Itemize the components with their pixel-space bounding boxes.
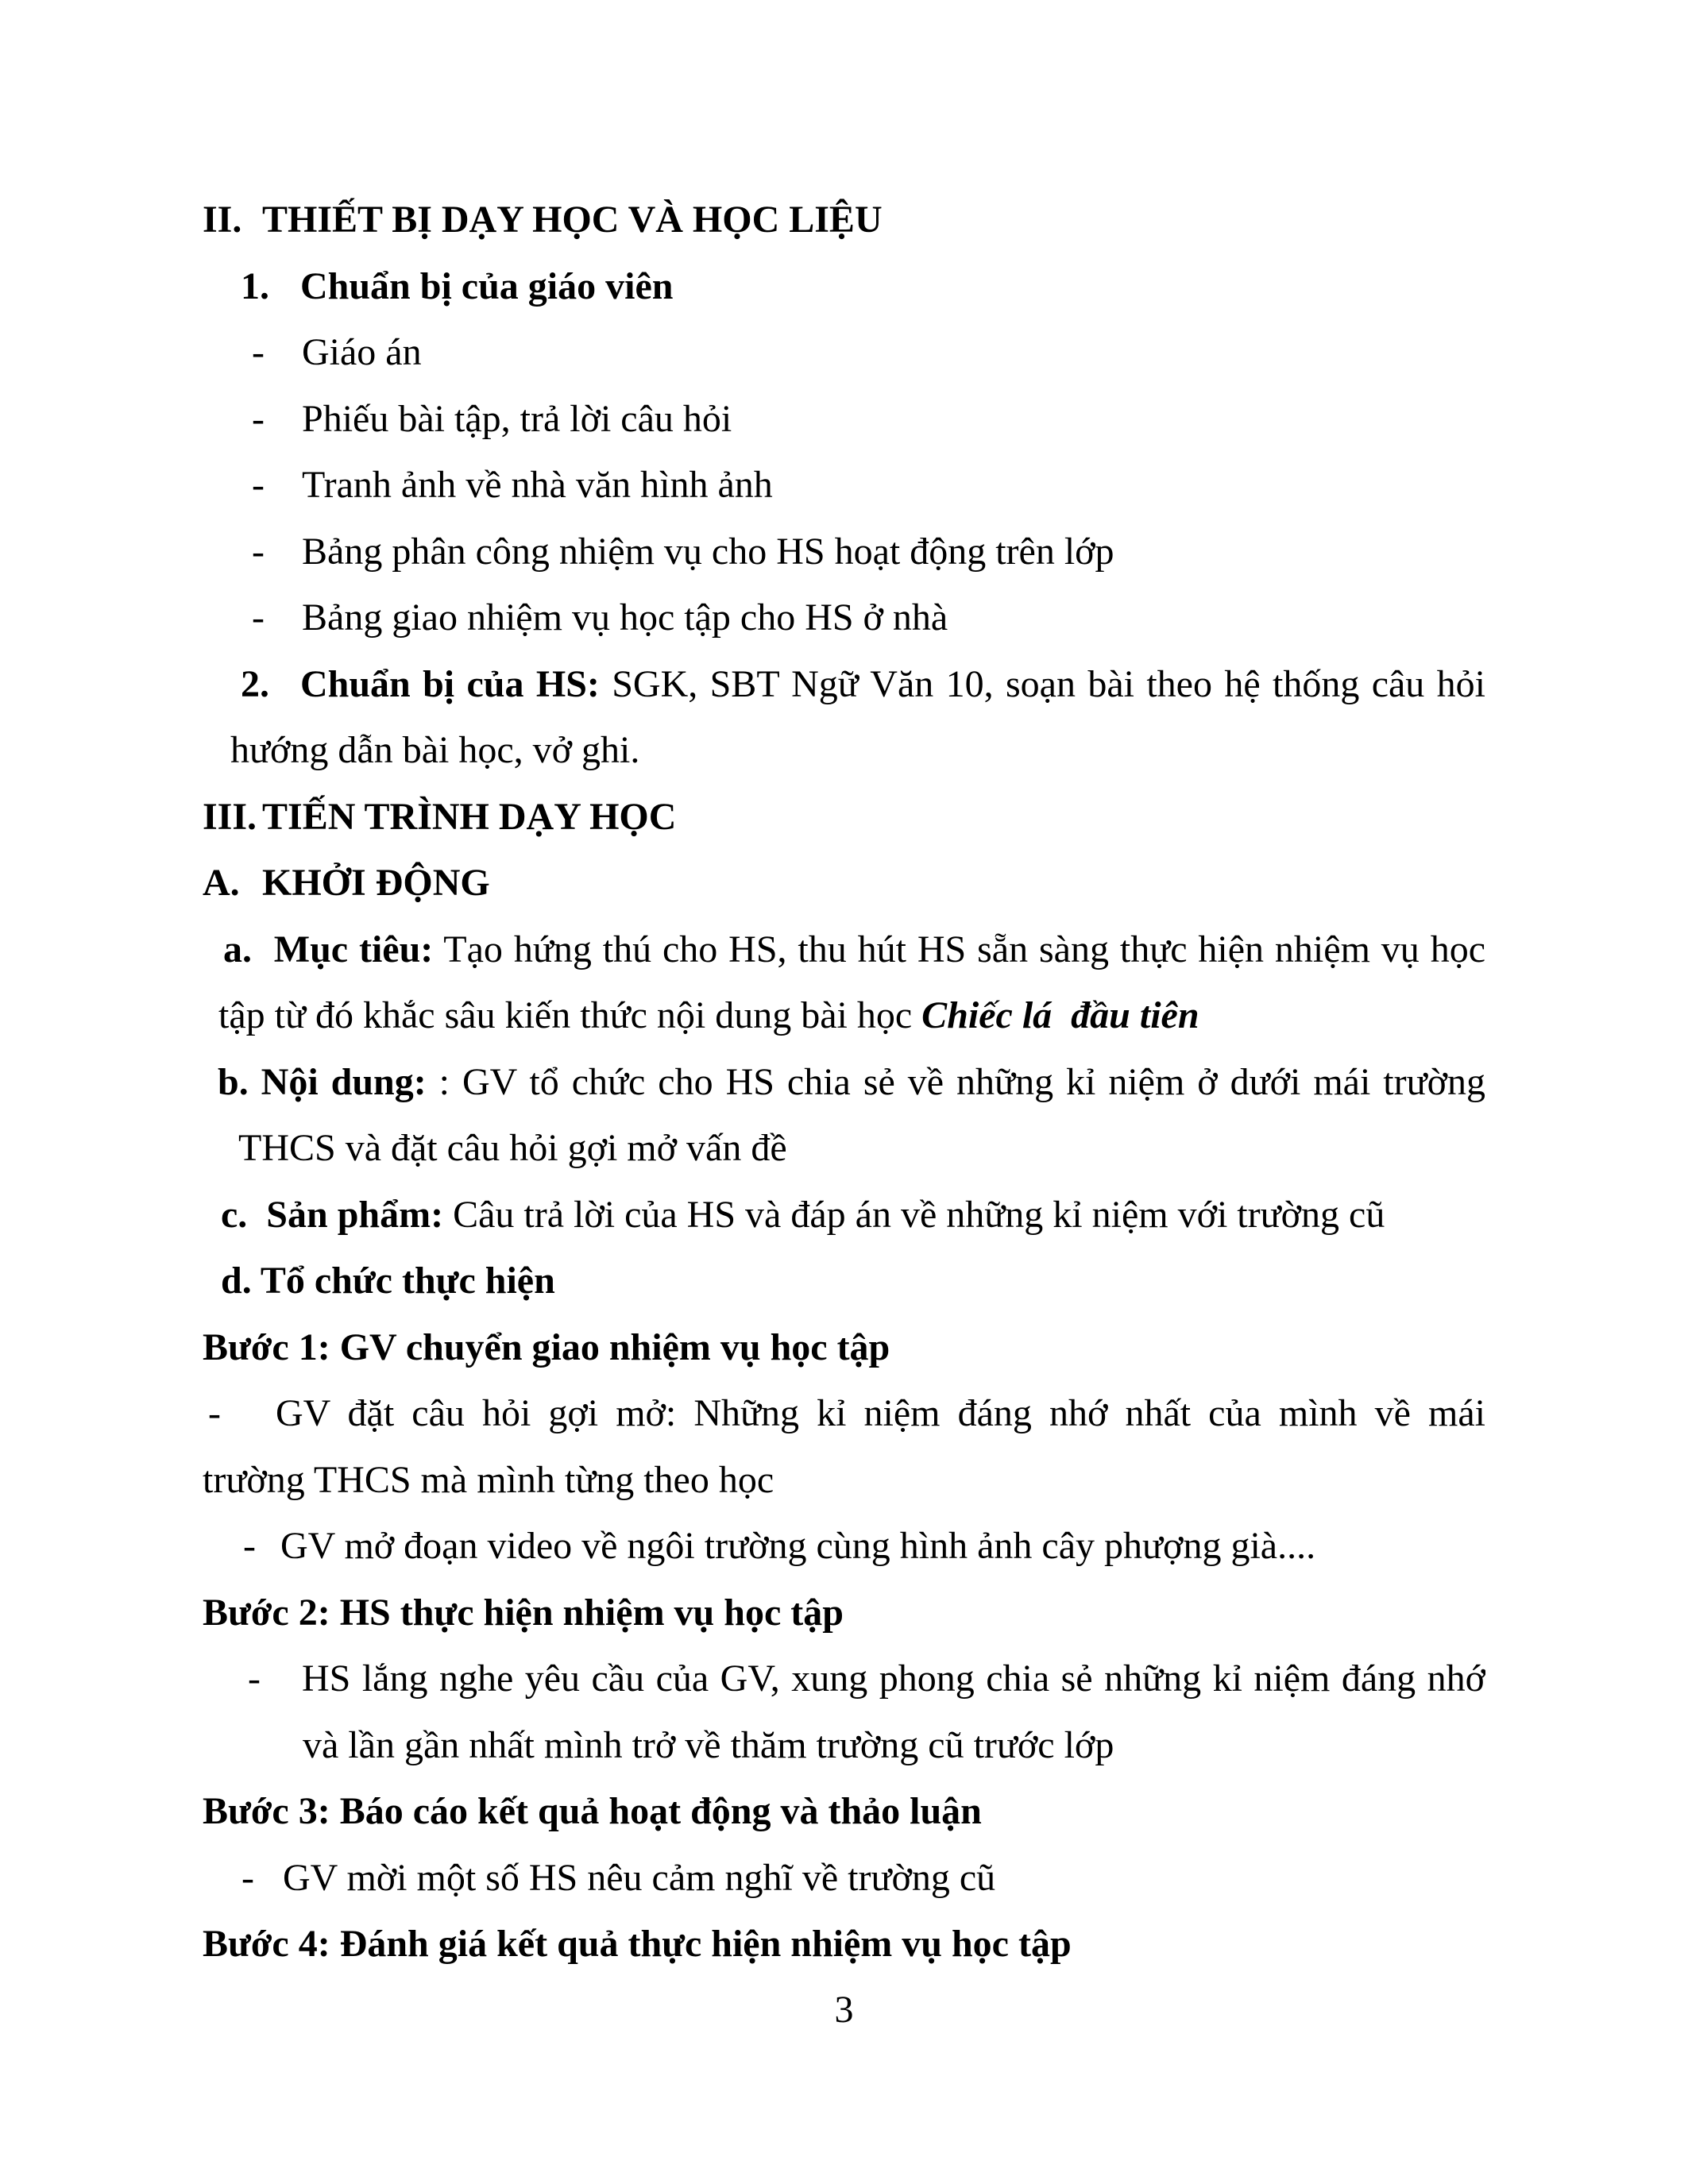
text-segment: Chiếc lá đầu tiên — [921, 994, 1199, 1036]
heading-khoi-dong — [203, 850, 1485, 916]
item-a-muc-tieu — [223, 916, 1485, 983]
step-1-heading — [203, 1314, 1485, 1381]
bullet-giao-an — [252, 319, 1485, 386]
item-1-chuan-bi-giao-vien — [241, 253, 1485, 320]
item-c-san-pham — [221, 1182, 1485, 1248]
item-b-noi-dung — [218, 1049, 1485, 1116]
continuation-huong-dan — [230, 717, 1485, 784]
bullet-tranh-anh — [252, 452, 1485, 519]
continuation-truong-thcs — [203, 1447, 1485, 1514]
text-segment: Bước 2: HS thực hiện nhiệm vụ học tập — [203, 1591, 844, 1634]
text-segment: THCS và đặt câu hỏi gợi mở vấn đề — [238, 1127, 787, 1169]
step-2-heading — [203, 1580, 1485, 1646]
section-number: II. — [203, 199, 242, 241]
bullet-gv-mo-video — [243, 1513, 1485, 1580]
dash-marker: - — [252, 331, 265, 373]
continuation-va-lan-gan — [303, 1712, 1485, 1779]
heading-section-iii — [203, 784, 1485, 851]
step-4-heading — [203, 1911, 1485, 1978]
text-segment: Bước 3: Báo cáo kết quả hoạt động và thảo luận — [203, 1790, 982, 1832]
document-body — [203, 187, 1485, 1978]
text-segment: hướng dẫn bài học, vở ghi. — [230, 729, 640, 771]
dash-marker: - — [208, 1392, 221, 1434]
item-d-to-chuc — [221, 1248, 1485, 1314]
item-2-chuan-bi-hs — [241, 651, 1485, 718]
text-segment: Tạo hứng thú cho HS, thu hút HS sẵn sàng thực hiện nhiệm vụ học — [433, 928, 1485, 970]
text-segment: GV mở đoạn video về ngôi trường cùng hình ảnh cây phượng già.... — [280, 1525, 1316, 1567]
dash-marker: - — [252, 530, 265, 573]
dash-marker: - — [241, 1856, 254, 1899]
text-segment: : GV tổ chức cho HS chia sẻ về những kỉ niệm ở dưới mái trường — [426, 1060, 1485, 1103]
text-segment: Bước 4: Đánh giá kết quả thực hiện nhiệm vụ học tập — [203, 1923, 1072, 1965]
text-segment: a. Mục tiêu: — [223, 928, 434, 970]
text-segment: GV đặt câu hỏi gợi mở: Những kỉ niệm đáng nhớ nhất của mình về mái — [276, 1392, 1485, 1434]
text-segment: HS lắng nghe yêu cầu của GV, xung phong chia sẻ những kỉ niệm đáng nhớ — [302, 1657, 1485, 1700]
text-segment: Chuẩn bị của giáo viên — [300, 264, 674, 307]
text-segment: Chuẩn bị của HS: — [300, 662, 600, 705]
bullet-bang-phan-cong — [252, 519, 1485, 585]
list-number: 1. — [241, 264, 269, 307]
text-segment: SGK, SBT Ngữ Văn 10, soạn bài theo hệ thống câu hỏi — [599, 662, 1485, 705]
section-number: III. — [203, 795, 257, 838]
text-segment: tập từ đó khắc sâu kiến thức nội dung bài học — [218, 994, 922, 1036]
section-letter: A. — [203, 862, 240, 904]
step-3-heading — [203, 1778, 1485, 1845]
text-segment: và lần gần nhất mình trở về thăm trường cũ trước lớp — [303, 1723, 1114, 1766]
text-segment: d. Tổ chức thực hiện — [221, 1260, 555, 1302]
dash-marker: - — [252, 397, 265, 440]
text-segment: Tranh ảnh về nhà văn hình ảnh — [302, 464, 773, 506]
bullet-hs-lang-nghe — [248, 1646, 1485, 1712]
bullet-gv-dat-cau-hoi — [208, 1380, 1485, 1447]
heading-section-ii — [203, 187, 1485, 253]
text-segment: Phiếu bài tập, trả lời câu hỏi — [302, 397, 732, 440]
text-segment: Bảng giao nhiệm vụ học tập cho HS ở nhà — [302, 596, 948, 639]
text-segment: GV mời một số HS nêu cảm nghĩ về trường cũ — [283, 1856, 996, 1899]
text-segment: Câu trả lời của HS và đáp án về những kỉ niệm với trường cũ — [443, 1193, 1385, 1236]
dash-marker: - — [252, 596, 265, 639]
text-segment: TIẾN TRÌNH DẠY HỌC — [262, 795, 677, 838]
continuation-noi-dung — [238, 1115, 1485, 1182]
bullet-phieu-bai-tap — [252, 386, 1485, 453]
dash-marker: - — [252, 464, 265, 506]
text-segment: Giáo án — [302, 331, 422, 373]
text-segment: trường THCS mà mình từng theo học — [203, 1458, 774, 1501]
dash-marker: - — [248, 1657, 261, 1700]
bullet-gv-moi-hs — [241, 1845, 1485, 1912]
text-segment: c. Sản phẩm: — [221, 1193, 444, 1236]
text-segment: Bảng phân công nhiệm vụ cho HS hoạt động trên lớp — [302, 530, 1114, 573]
bullet-bang-giao-nhiem-vu — [252, 585, 1485, 651]
dash-marker: - — [243, 1525, 256, 1567]
page-number: 3 — [834, 1989, 854, 2031]
text-segment: Bước 1: GV chuyển giao nhiệm vụ học tập — [203, 1325, 890, 1368]
continuation-muc-tieu — [218, 982, 1485, 1049]
text-segment: THIẾT BỊ DẠY HỌC VÀ HỌC LIỆU — [262, 199, 883, 241]
text-segment: KHỞI ĐỘNG — [262, 862, 490, 904]
list-number: 2. — [241, 662, 269, 705]
text-segment: b. Nội dung: — [218, 1060, 427, 1103]
